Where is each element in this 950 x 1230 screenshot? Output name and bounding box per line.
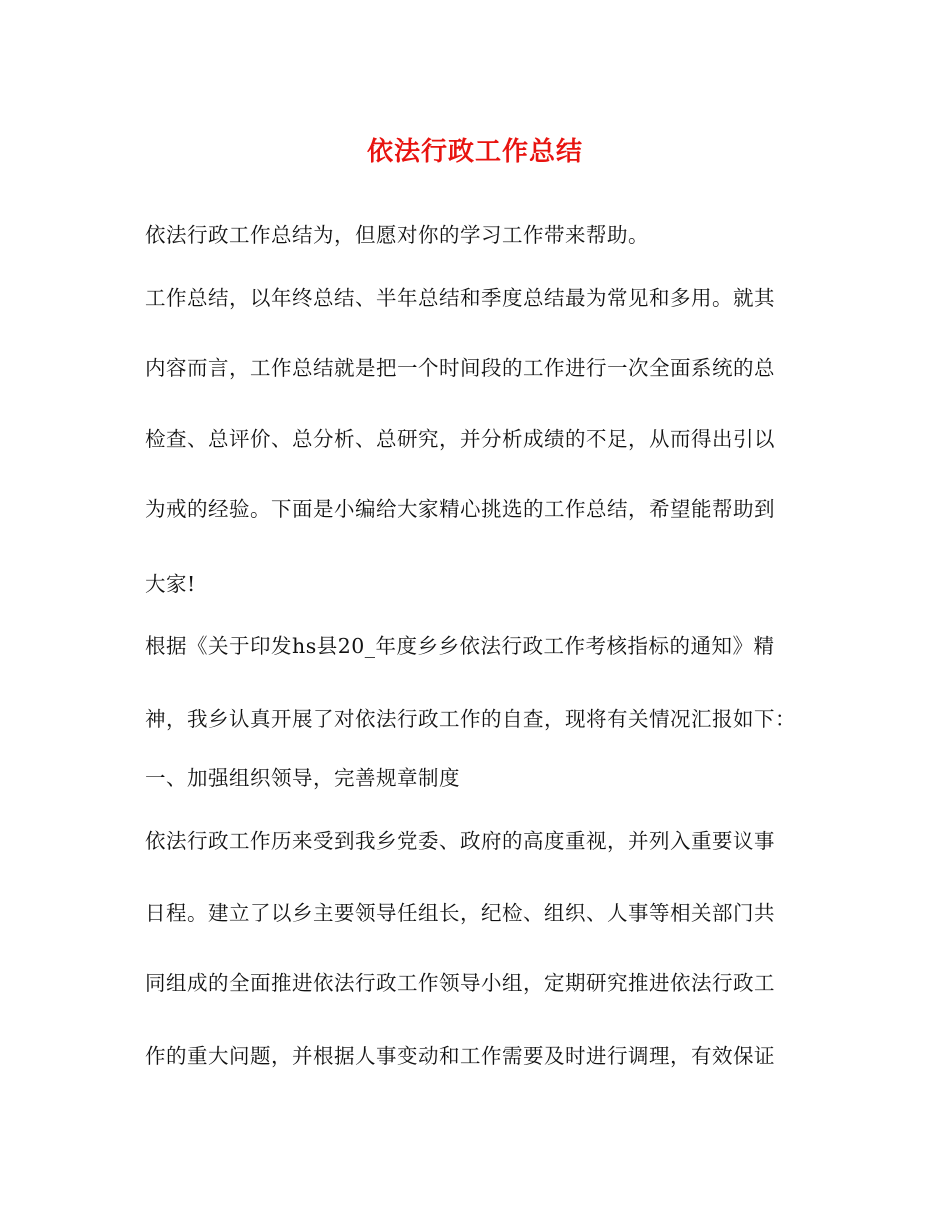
document-title: 依法行政工作总结 [366,137,583,167]
paragraph-line: 内容而言，工作总结就是把一个时间段的工作进行一次全面系统的总 [145,356,775,380]
paragraph-line: 神，我乡认真开展了对依法行政工作的自查，现将有关情况汇报如下： [145,707,796,731]
paragraph-line: 依法行政工作总结为，但愿对你的学习工作带来帮助。 [145,223,649,247]
paragraph-line: 同组成的全面推进依法行政工作领导小组，定期研究推进依法行政工 [145,971,775,995]
section-heading: 一、加强组织领导，完善规章制度 [145,766,460,790]
paragraph-line: 依法行政工作历来受到我乡党委、政府的高度重视，并列入重要议事 [145,829,775,853]
paragraph-line: 日程。建立了以乡主要领导任组长，纪检、组织、人事等相关部门共 [145,901,775,925]
paragraph-line: 根据《关于印发hs县20_年度乡乡依法行政工作考核指标的通知》精 [145,634,775,658]
paragraph-line: 检查、总评价、总分析、总研究，并分析成绩的不足，从而得出引以 [145,427,775,451]
paragraph-line: 工作总结，以年终总结、半年总结和季度总结最为常见和多用。就其 [145,286,775,310]
paragraph-line: 为戒的经验。下面是小编给大家精心挑选的工作总结，希望能帮助到 [145,497,775,521]
paragraph-line: 大家! [145,572,196,596]
paragraph-line: 作的重大问题，并根据人事变动和工作需要及时进行调理，有效保证 [145,1044,775,1068]
